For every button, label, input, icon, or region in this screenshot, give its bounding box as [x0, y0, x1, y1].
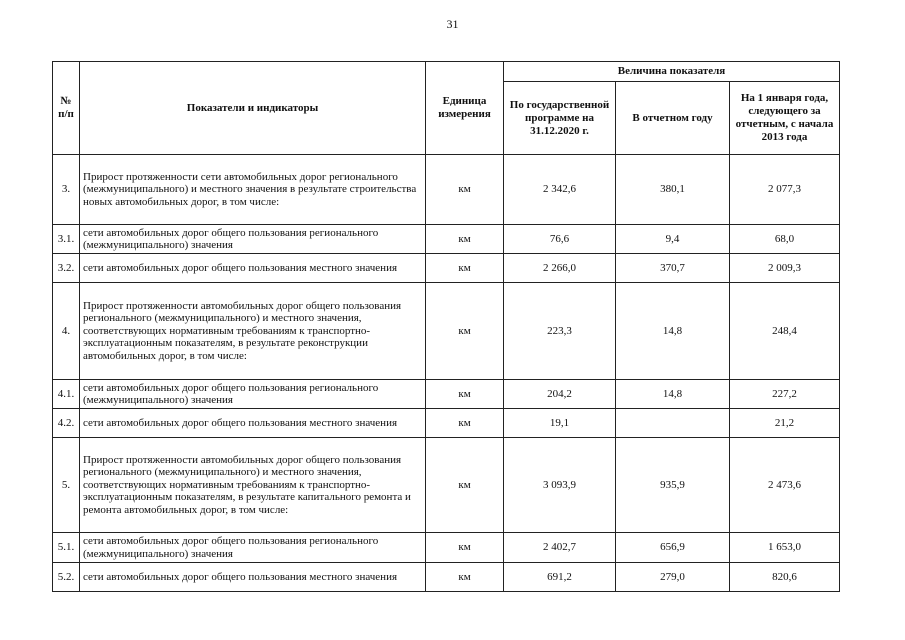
- row-program-value: 223,3: [504, 283, 616, 380]
- table-body: [53, 155, 840, 592]
- row-indicator: сети автомобильных дорог общего пользования местного значения: [80, 254, 426, 283]
- row-report-value: 380,1: [616, 155, 730, 225]
- header-col-program: По государственной программе на 31.12.2020 г.: [504, 82, 616, 155]
- row-indicator: сети автомобильных дорог общего пользования регионального (межмуниципального) значения: [80, 533, 426, 563]
- table-row: [53, 563, 840, 592]
- row-indicator: сети автомобильных дорог общего пользования регионального (межмуниципального) значения: [80, 225, 426, 254]
- row-unit: км: [426, 533, 504, 563]
- table-row: [53, 533, 840, 563]
- row-indicator: Прирост протяженности сети автомобильных дорог регионального (межмуниципального) и местного значения в результате строительства новых автомобильных дорог, в том числе:: [80, 155, 426, 225]
- header-values-group: Величина показателя: [504, 62, 840, 82]
- row-jan-value: 2 077,3: [730, 155, 840, 225]
- row-indicator: сети автомобильных дорог общего пользования регионального (межмуниципального) значения: [80, 380, 426, 409]
- table-row: [53, 155, 840, 225]
- row-num: 4.: [53, 283, 80, 380]
- row-report-value: 14,8: [616, 283, 730, 380]
- row-program-value: 2 266,0: [504, 254, 616, 283]
- row-program-value: 19,1: [504, 409, 616, 438]
- row-unit: км: [426, 409, 504, 438]
- row-jan-value: 248,4: [730, 283, 840, 380]
- row-jan-value: 227,2: [730, 380, 840, 409]
- row-unit: км: [426, 563, 504, 592]
- header-indicators: Показатели и индикаторы: [80, 62, 426, 155]
- row-report-value: 9,4: [616, 225, 730, 254]
- row-num: 5.2.: [53, 563, 80, 592]
- row-unit: км: [426, 155, 504, 225]
- row-num: 3.: [53, 155, 80, 225]
- row-num: 4.2.: [53, 409, 80, 438]
- row-unit: км: [426, 438, 504, 533]
- header-col-jan: На 1 января года, следующего за отчетным, с начала 2013 года: [730, 82, 840, 155]
- row-indicator: Прирост протяженности автомобильных дорог общего пользования регионального (межмуниципального) и местного значения, соответствующих нормативным требованиям к транспортно-эксплуатационным показателям, в результате капитального ремонта и ремонта автомобильных дорог, в том числе:: [80, 438, 426, 533]
- row-report-value: 370,7: [616, 254, 730, 283]
- row-indicator: сети автомобильных дорог общего пользования местного значения: [80, 563, 426, 592]
- row-program-value: 204,2: [504, 380, 616, 409]
- row-report-value: 14,8: [616, 380, 730, 409]
- row-jan-value: 820,6: [730, 563, 840, 592]
- table-row: [53, 380, 840, 409]
- row-report-value: 935,9: [616, 438, 730, 533]
- row-jan-value: 2 009,3: [730, 254, 840, 283]
- row-jan-value: 1 653,0: [730, 533, 840, 563]
- row-program-value: 2 342,6: [504, 155, 616, 225]
- row-program-value: 2 402,7: [504, 533, 616, 563]
- row-unit: км: [426, 254, 504, 283]
- row-num: 5.: [53, 438, 80, 533]
- header-num: № п/п: [53, 62, 80, 155]
- table-row: [53, 409, 840, 438]
- row-indicator: Прирост протяженности автомобильных дорог общего пользования регионального (межмуниципального) и местного значения, соответствующих нормативным требованиям к транспортно-эксплуатационным показателям, в результате реконструкции автомобильных дорог, в том числе:: [80, 283, 426, 380]
- row-program-value: 76,6: [504, 225, 616, 254]
- header-col-report: В отчетном году: [616, 82, 730, 155]
- row-program-value: 3 093,9: [504, 438, 616, 533]
- row-num: 3.1.: [53, 225, 80, 254]
- row-jan-value: 21,2: [730, 409, 840, 438]
- row-report-value: 279,0: [616, 563, 730, 592]
- indicators-table: [52, 61, 840, 592]
- row-num: 3.2.: [53, 254, 80, 283]
- row-program-value: 691,2: [504, 563, 616, 592]
- row-report-value: [616, 409, 730, 438]
- row-unit: км: [426, 283, 504, 380]
- row-indicator: сети автомобильных дорог общего пользования местного значения: [80, 409, 426, 438]
- table-row: [53, 225, 840, 254]
- row-unit: км: [426, 225, 504, 254]
- page-number: 31: [446, 17, 459, 31]
- row-unit: км: [426, 380, 504, 409]
- row-jan-value: 2 473,6: [730, 438, 840, 533]
- row-num: 5.1.: [53, 533, 80, 563]
- row-jan-value: 68,0: [730, 225, 840, 254]
- row-report-value: 656,9: [616, 533, 730, 563]
- header-unit: Единица измерения: [426, 62, 504, 155]
- row-num: 4.1.: [53, 380, 80, 409]
- table-row: [53, 438, 840, 533]
- table-row: [53, 254, 840, 283]
- table-row: [53, 283, 840, 380]
